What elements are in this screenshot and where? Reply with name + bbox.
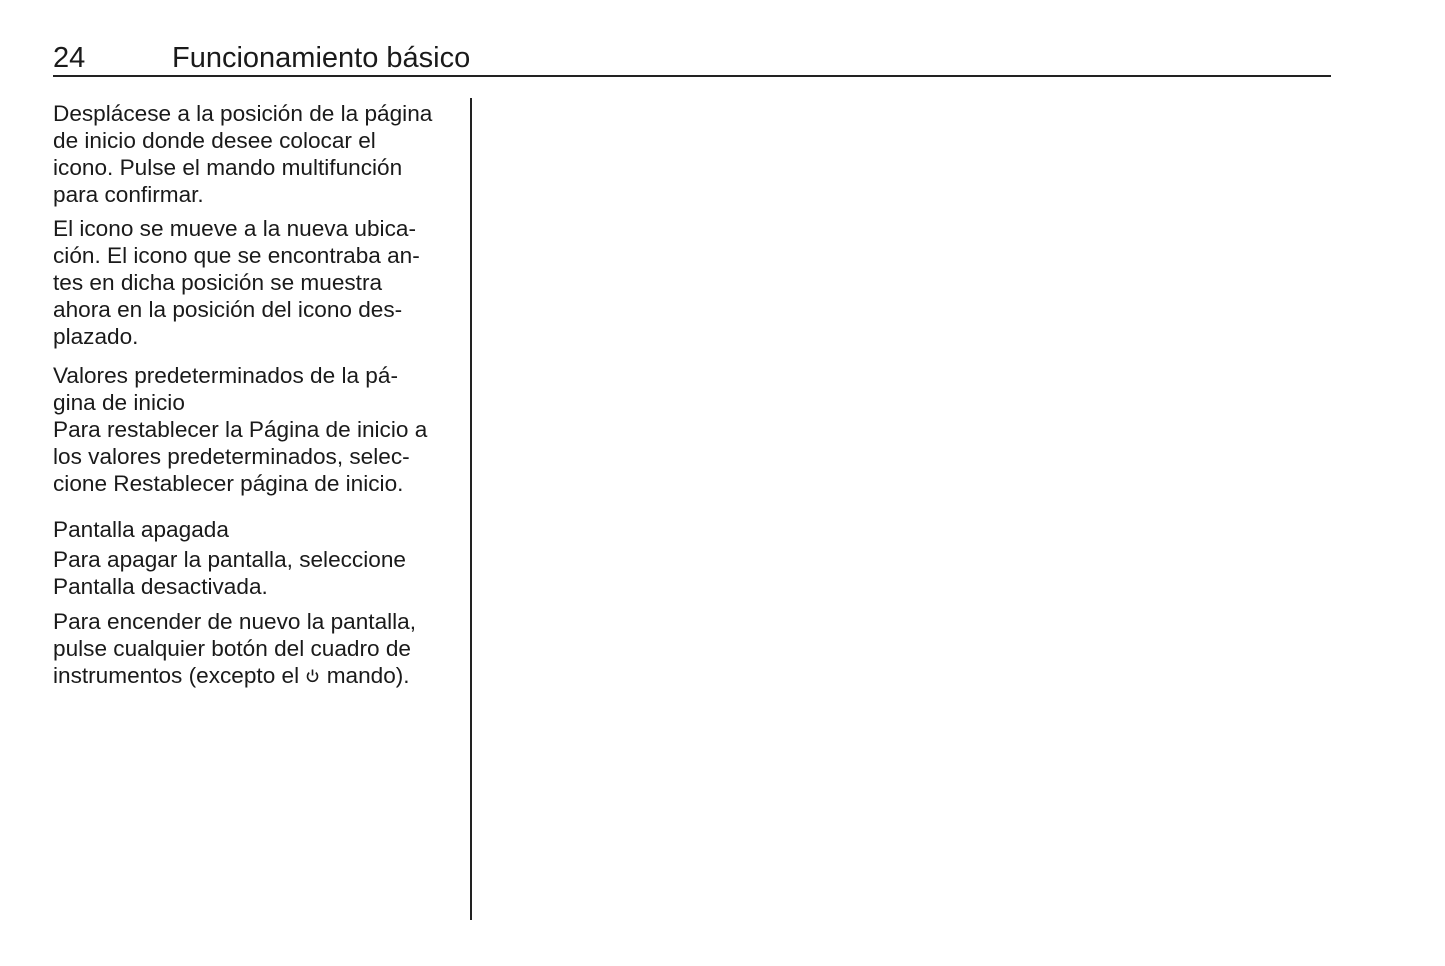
text-line: Desplácese a la posición de la página xyxy=(53,101,433,126)
paragraph-icon-moved xyxy=(53,215,463,350)
text-line: pulse cualquier botón del cuadro de xyxy=(53,636,411,661)
header-rule xyxy=(53,75,1331,77)
paragraph-move-icon xyxy=(53,100,463,208)
text-fragment: instrumentos (excepto el xyxy=(53,663,300,688)
section-heading: Valores predeterminados de la pá- xyxy=(53,363,398,388)
section-heading: gina de inicio xyxy=(53,390,185,415)
text-line: plazado. xyxy=(53,324,139,349)
text-line: Para restablecer la Página de inicio a xyxy=(53,417,428,442)
text-line: Pantalla desactivada. xyxy=(53,574,268,599)
section-heading-screen-off xyxy=(53,516,463,543)
text-line: ahora en la posición del icono des- xyxy=(53,297,403,322)
text-column xyxy=(53,100,463,690)
text-line: para confirmar. xyxy=(53,182,204,207)
text-line: Para apagar la pantalla, seleccione xyxy=(53,547,406,572)
text-line xyxy=(53,662,463,690)
page-title: Funcionamiento básico xyxy=(172,42,471,74)
text-line: cione Restablecer página de inicio. xyxy=(53,471,404,496)
text-line: El icono se mueve a la nueva ubica- xyxy=(53,216,416,241)
page-number: 24 xyxy=(53,42,86,74)
section-default-values xyxy=(53,362,463,497)
section-heading: Pantalla apagada xyxy=(53,517,229,542)
paragraph-screen-off xyxy=(53,546,463,600)
column-divider xyxy=(470,98,472,920)
text-line: ción. El icono que se encontraba an- xyxy=(53,243,420,268)
power-icon xyxy=(305,663,320,690)
text-line: de inicio donde desee colocar el xyxy=(53,128,376,153)
paragraph-screen-on xyxy=(53,608,463,690)
text-fragment: mando). xyxy=(326,663,410,688)
text-line: Para encender de nuevo la pantalla, xyxy=(53,609,417,634)
text-line: icono. Pulse el mando multifunción xyxy=(53,155,403,180)
text-line: los valores predeterminados, selec- xyxy=(53,444,410,469)
text-line: tes en dicha posición se muestra xyxy=(53,270,383,295)
